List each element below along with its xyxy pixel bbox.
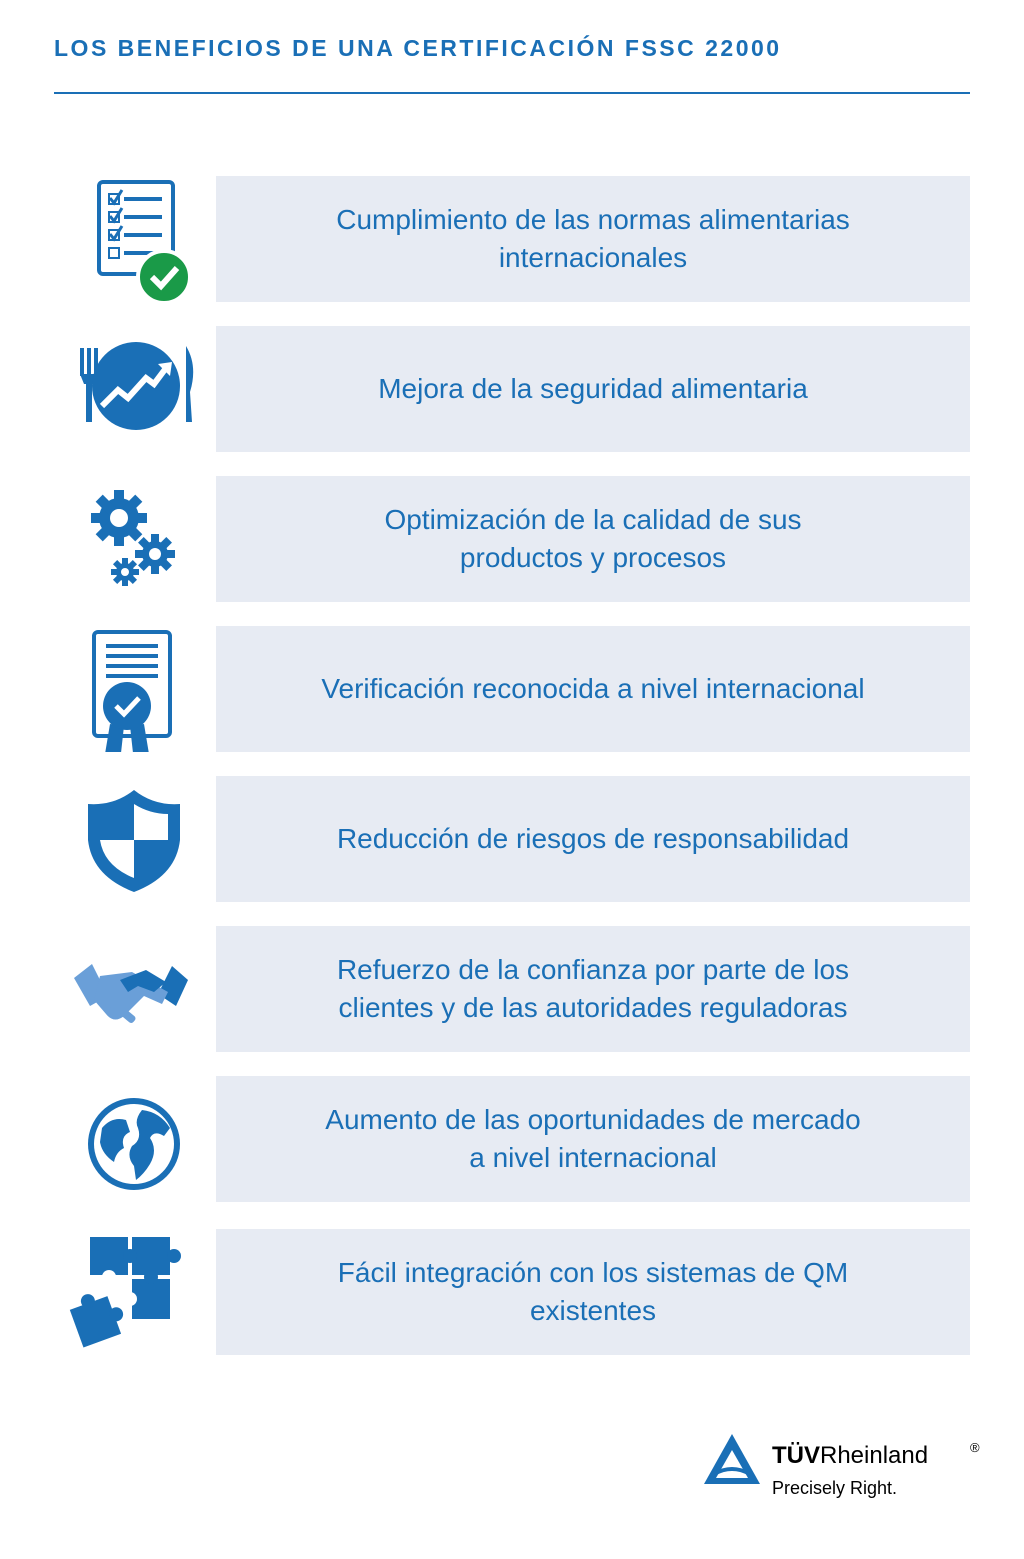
benefit-row [54,476,970,602]
handshake-icon [54,926,214,1052]
benefit-box [216,176,970,302]
title-divider [54,92,970,94]
benefit-box [216,1229,970,1355]
benefit-row [54,776,970,902]
benefit-text: Mejora de la seguridad alimentaria [378,373,808,404]
benefit-text: Verificación reconocida a nivel internacional [321,673,865,704]
benefit-box [216,326,970,452]
checklist-icon [54,176,214,302]
shield-icon [54,776,214,902]
page-title: LOS BENEFICIOS DE UNA CERTIFICACIÓN FSSC 22000 [54,35,782,61]
registered-mark: ® [970,1440,980,1455]
benefit-text: Optimización de la calidad de sus productos y procesos [384,504,802,573]
globe-icon [54,1076,214,1202]
benefit-box [216,1076,970,1202]
certificate-icon [54,626,214,752]
benefit-text: Refuerzo de la confianza por parte de los clientes y de las autoridades reguladoras [336,954,850,1023]
puzzle-icon [54,1229,214,1355]
benefit-row [54,326,970,452]
benefit-box [216,926,970,1052]
benefit-text: Cumplimiento de las normas alimentarias internacionales [336,204,850,273]
brand-tagline: Precisely Right. [772,1478,898,1498]
benefit-box [216,476,970,602]
gears-icon [54,476,214,602]
benefit-row [54,626,970,752]
benefit-text: Fácil integración con los sistemas de QM existentes [337,1257,849,1326]
benefit-row [54,926,970,1052]
food-safety-growth-icon [54,326,214,452]
tuv-rheinland-logo [700,1430,1000,1510]
benefit-row [54,1229,970,1355]
benefit-box [216,776,970,902]
tuv-triangle-icon [700,1430,764,1494]
brand-name: TÜVRheinland [772,1442,929,1469]
benefit-box [216,626,970,752]
benefit-text: Aumento de las oportunidades de mercado a nivel internacional [325,1104,861,1173]
benefit-row [54,1076,970,1202]
benefit-row [54,176,970,302]
benefit-text: Reducción de riesgos de responsabilidad [336,823,850,854]
